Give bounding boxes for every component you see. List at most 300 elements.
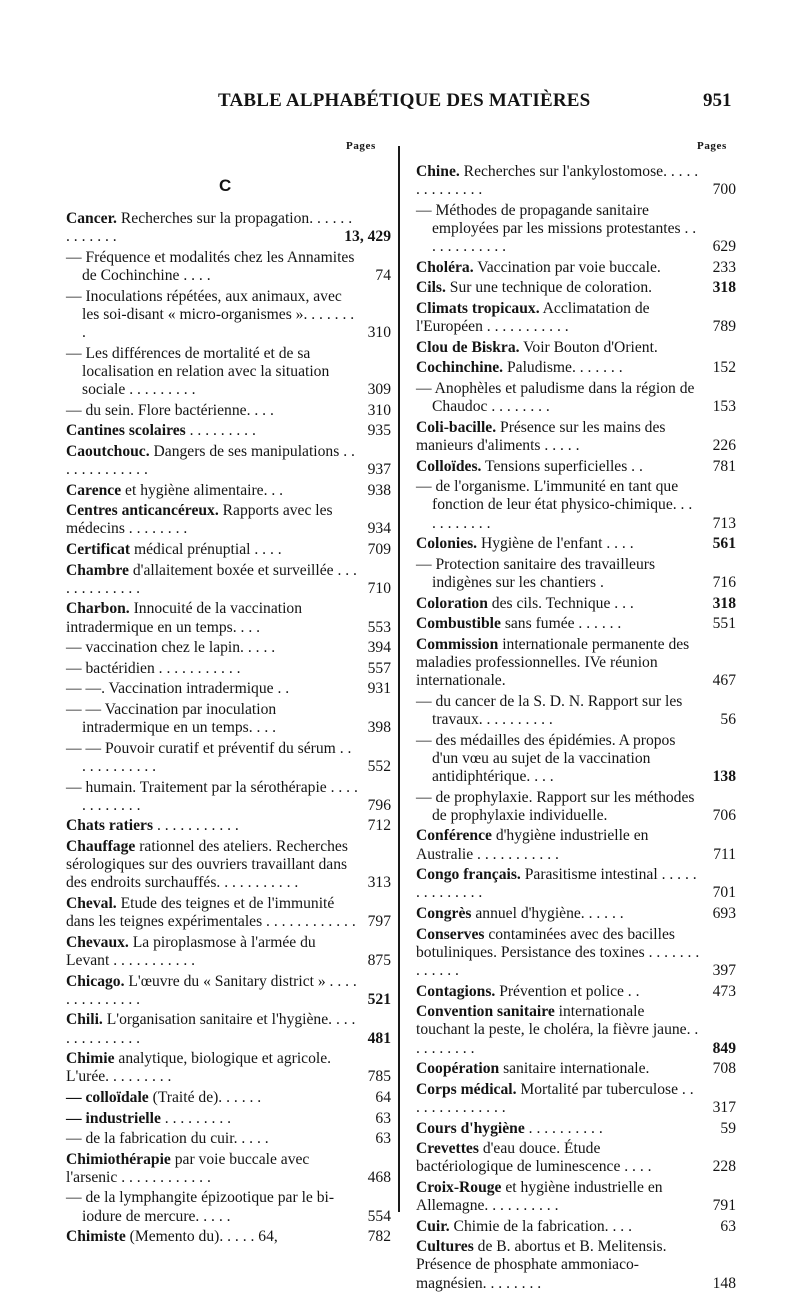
entry-page-number: 138 [712, 767, 736, 785]
entry-text [416, 1120, 603, 1137]
entry-description: Vaccination par voie buccale. [473, 258, 661, 276]
index-entry [416, 1003, 736, 1058]
entry-page-number: 552 [367, 757, 391, 775]
entry-heading: Certificat [66, 540, 131, 558]
index-entry [416, 380, 736, 416]
entry-heading: Conserves [416, 925, 485, 943]
entry-heading: Chats ratiers [66, 817, 154, 835]
entry-description: — bactéridien . . . . . . . . . . . [66, 659, 241, 677]
index-entry [416, 905, 736, 923]
entry-heading: Carence [66, 481, 122, 499]
entry-page-number: 706 [712, 806, 736, 824]
index-entry [66, 660, 391, 678]
entry-page-number: 228 [712, 1158, 736, 1176]
entry-description: Acclimatation de l'Européen . . . . . . . . . . . [416, 299, 650, 336]
entry-text [416, 595, 634, 612]
entry-page-number: 875 [367, 951, 391, 969]
entry-text [416, 1081, 694, 1116]
entry-page-number: 849 [712, 1039, 736, 1057]
entry-heading: Combustible [416, 615, 501, 633]
entry-heading: Coloration [416, 594, 488, 612]
index-entry [66, 422, 391, 440]
entry-text [66, 740, 351, 775]
entry-description: Prévention et police . . [495, 982, 640, 1000]
entry-text [416, 419, 665, 454]
index-entry [416, 478, 736, 533]
entry-text [66, 210, 352, 245]
entry-page-number: 63 [375, 1109, 391, 1127]
entry-page-number: 310 [367, 324, 391, 341]
entry-description: — — Pouvoir curatif et préventif du sérum . . . . . . . . . . . . [66, 739, 352, 775]
entry-description: et hygiène alimentaire. . . [121, 481, 284, 499]
index-entry [416, 279, 736, 297]
index-entry [66, 740, 391, 776]
entry-description: (Traité de). . . . . . [148, 1088, 262, 1106]
index-entry [66, 1228, 391, 1246]
entry-description: Recherches sur l'ankylostomose. . . . . . . . . . . . . . [416, 163, 699, 199]
entry-heading: Chine. [416, 163, 460, 180]
entry-description: de B. abortus et B. Melitensis. Présence de phosphate ammoniaco-magnésien. . . . . . . . [416, 1238, 667, 1292]
entry-text [66, 895, 356, 930]
entry-text [416, 1238, 667, 1291]
entry-page-number: 701 [712, 884, 736, 902]
entry-heading: Cils. [416, 279, 446, 297]
entry-text [416, 1179, 663, 1214]
index-entry [416, 359, 736, 377]
entry-text [66, 1130, 269, 1147]
entry-description: L'œuvre du « Sanitary district » . . . . . . . . . . . . . . [66, 972, 357, 1008]
entry-text [416, 615, 621, 632]
entry-text [416, 1140, 652, 1175]
entry-text [66, 701, 276, 736]
entry-text [66, 249, 354, 284]
entry-text [416, 163, 698, 198]
entry-description: Rapports avec les médecins . . . . . . . . [66, 502, 333, 538]
entry-heading: Chimiste [66, 1228, 126, 1246]
entry-page-number: 59 [720, 1119, 736, 1137]
entry-page-number: 317 [712, 1098, 736, 1116]
entry-heading: Croix-Rouge [416, 1178, 502, 1196]
entry-text [416, 259, 661, 276]
entry-description: — Protection sanitaire des travailleurs indigènes sur les chantiers . [416, 555, 656, 591]
entry-description: . . . . . . . . . . [524, 1119, 603, 1137]
entry-description: . . . . . . . . . . . [153, 817, 239, 835]
entry-description: Présence sur les mains des manieurs d'aliments . . . . . [416, 418, 666, 454]
index-entry [66, 1189, 391, 1225]
entry-page-number: 713 [712, 514, 736, 532]
entry-heading: Clou de Biskra. [416, 338, 520, 356]
entry-text [66, 838, 348, 891]
entry-page-number: 554 [367, 1207, 391, 1225]
entry-text [416, 359, 623, 376]
entry-heading: Chili. [66, 1011, 103, 1029]
entry-text [416, 827, 648, 862]
entry-description: Recherches sur la propagation. . . . . . . . . . . . . [66, 210, 353, 246]
index-entry [416, 163, 736, 199]
entry-heading: Coli-bacille. [416, 418, 497, 436]
entry-page-number: 712 [367, 817, 391, 835]
entry-text [416, 789, 694, 824]
entry-page-number: 708 [712, 1060, 736, 1078]
entry-description: La piroplasmose à l'armée du Levant . . . . . . . . . . . [66, 933, 316, 969]
entry-heading: Chauffage [66, 837, 136, 855]
entry-page-number: 561 [712, 535, 736, 553]
entry-text [416, 279, 652, 296]
index-entry [416, 1120, 736, 1138]
entry-heading: Cantines scolaires [66, 422, 186, 440]
entry-description: des cils. Technique . . . [487, 594, 634, 612]
index-entry [66, 482, 391, 500]
entry-text [416, 458, 643, 475]
entry-description: Paludisme. . . . . . . [503, 359, 623, 377]
entry-page-number: 468 [367, 1168, 391, 1186]
index-entry [66, 895, 391, 931]
index-entry [416, 595, 736, 613]
entry-page-number: 716 [712, 573, 736, 591]
entry-page-number: 318 [712, 594, 736, 612]
entry-page-number: 310 [367, 401, 391, 419]
entry-description: — de l'organisme. L'immunité en tant que fonction de leur état physico-chimique. . . . . . . . . . . [416, 478, 693, 532]
entry-heading: Charbon. [66, 600, 130, 618]
entry-heading: — industrielle [66, 1109, 161, 1127]
index-entry [66, 1011, 391, 1047]
index-entry [66, 443, 391, 479]
entry-description: Hygiène de l'enfant . . . . [477, 535, 634, 553]
entry-page-number: 153 [712, 398, 736, 416]
index-entry [66, 502, 391, 538]
index-entry [66, 934, 391, 970]
index-entry [416, 1140, 736, 1176]
entry-heading: Conférence [416, 827, 492, 845]
entry-page-number: 226 [712, 436, 736, 454]
entry-text [66, 973, 357, 1008]
entry-description: . . . . . . . . . [185, 422, 256, 440]
entry-description: sans fumée . . . . . . [500, 615, 622, 633]
entry-text [416, 693, 682, 728]
entry-page-number: 710 [367, 579, 391, 597]
entry-page-number: 152 [712, 359, 736, 377]
entry-text [416, 926, 699, 979]
entry-heading: Cultures [416, 1238, 474, 1256]
entry-heading: Colloïdes. [416, 457, 482, 475]
entry-description: — —. Vaccination intradermique . . [66, 680, 290, 698]
entry-description: — Anophèles et paludisme dans la région de Chaudoc . . . . . . . . [416, 379, 695, 416]
entry-text [66, 482, 283, 499]
page-title: TABLE ALPHABÉTIQUE DES MATIÈRES [218, 90, 591, 111]
index-entry [416, 636, 736, 691]
entry-page-number: 64 [375, 1088, 391, 1106]
index-entry [416, 615, 736, 633]
entry-description: — humain. Traitement par la sérothérapie . . . . . . . . . . . . [66, 778, 358, 814]
entry-description: — de prophylaxie. Rapport sur les méthodes de prophylaxie individuelle. [416, 788, 695, 824]
index-entry [66, 345, 391, 400]
entry-heading: Corps médical. [416, 1080, 517, 1098]
entry-description: — Fréquence et modalités chez les Annamites de Cochinchine . . . . [66, 248, 355, 284]
entry-page-number: 148 [712, 1274, 736, 1292]
entry-description: — Inoculations répétées, aux animaux, avec les soi-disant « micro-organismes ». . . . . . . . [66, 287, 355, 341]
entry-page-number: 934 [367, 520, 391, 538]
entry-description: d'hygiène industrielle en Australie . . . . . . . . . . . [416, 827, 649, 863]
entry-heading: Choléra. [416, 258, 474, 276]
entry-text [416, 732, 675, 785]
index-entry [66, 288, 391, 343]
entry-text [66, 639, 275, 656]
entry-text [416, 300, 650, 335]
entry-description: — de la lymphangite épizootique par le bi-iodure de mercure. . . . . [66, 1189, 335, 1225]
index-entry [66, 541, 391, 559]
index-entry [416, 556, 736, 592]
index-entry [416, 1081, 736, 1117]
entry-text [416, 339, 658, 356]
entry-heading: — colloïdale [66, 1088, 149, 1106]
entry-heading: Crevettes [416, 1140, 479, 1158]
entry-text [66, 345, 329, 398]
entry-heading: Chambre [66, 561, 129, 579]
entry-description: — Méthodes de propagande sanitaire employées par les missions protestantes . . . . . . . . . . . . [416, 201, 697, 256]
entry-description: — de la fabrication du cuir. . . . . [66, 1130, 269, 1148]
entry-description: et hygiène industrielle en Allemagne. . . . . . . . . . [416, 1178, 663, 1215]
entry-text [66, 1189, 334, 1224]
index-entry [66, 402, 391, 420]
entry-description: médical prénuptial . . . . [130, 540, 282, 558]
entry-description: — vaccination chez le lapin. . . . . [66, 639, 276, 657]
index-entry [416, 339, 736, 357]
entry-page-number: 551 [712, 615, 736, 633]
entry-description: Chimie de la fabrication. . . . [449, 1217, 632, 1235]
entry-text [66, 1011, 355, 1046]
entry-page-number: 938 [367, 481, 391, 499]
entry-text [66, 1151, 309, 1186]
entry-page-number: 693 [712, 904, 736, 922]
entry-heading: Centres anticancéreux. [66, 502, 219, 520]
entry-heading: Chimiothérapie [66, 1150, 171, 1168]
entry-text [66, 934, 316, 969]
index-entry [66, 600, 391, 636]
index-entry [416, 202, 736, 257]
entry-heading: Convention sanitaire [416, 1003, 555, 1021]
section-letter: C [219, 176, 232, 195]
entry-heading: Chevaux. [66, 933, 129, 951]
page-number: 951 [703, 90, 732, 111]
index-entry [416, 866, 736, 902]
index-entry [66, 1110, 391, 1128]
index-entry [416, 983, 736, 1001]
entry-heading: Cheval. [66, 894, 117, 912]
entry-text [66, 779, 358, 814]
entry-page-number: 481 [367, 1029, 391, 1047]
entry-page-number: 931 [367, 680, 391, 698]
entry-text [66, 422, 256, 439]
entry-description: contaminées avec des bacilles botuliniques. Persistance des toxines . . . . . . . . . . . . . [416, 925, 700, 979]
index-entry: — de la fabrication du cuir. . . . . 63 [66, 1130, 391, 1148]
index-entry [66, 1050, 391, 1086]
entry-description: par voie buccale avec l'arsenic . . . . . . . . . . . . [66, 1150, 310, 1186]
entry-heading: Climats tropicaux. [416, 299, 540, 317]
entry-description: Voir Bouton d'Orient. [519, 338, 658, 356]
entry-text [416, 866, 697, 901]
entry-page-number: 233 [712, 258, 736, 276]
entry-page-number: 937 [367, 460, 391, 478]
entry-description: internationale touchant la peste, le choléra, la fièvre jaune. . . . . . . . . . [416, 1003, 699, 1057]
index-entry [416, 259, 736, 277]
entry-heading: Commission [416, 635, 499, 653]
index-entry [416, 732, 736, 787]
entry-text [416, 1218, 632, 1235]
index-entry [66, 680, 391, 698]
entry-description: — Les différences de mortalité et de sa localisation en relation avec la situation sociale . . . . . . . . . [66, 344, 330, 398]
entry-page-number: 796 [367, 796, 391, 814]
entry-heading: Coopération [416, 1060, 500, 1078]
entry-page-number: 473 [712, 982, 736, 1000]
entry-text [66, 443, 355, 478]
entry-page-number: 785 [367, 1068, 391, 1086]
entry-heading: Congo français. [416, 866, 521, 884]
entry-description: . . . . . . . . . [160, 1109, 232, 1127]
entry-page-number: 13, 429 [344, 228, 391, 246]
entry-text [66, 541, 282, 558]
entry-description: — du sein. Flore bactérienne. . . . [66, 401, 274, 419]
entry-description: — — Vaccination par inoculation intradermique en un temps. . . . [66, 700, 277, 737]
index-entry [416, 1060, 736, 1078]
entry-page-number: 553 [367, 618, 391, 636]
index-entry [66, 210, 391, 246]
entry-description: (Memento du). . . . . 64, [125, 1228, 278, 1246]
entry-description: L'organisation sanitaire et l'hygiène. . . . . . . . . . . . . . [66, 1011, 356, 1047]
pages-label-left: Pages [346, 140, 376, 152]
entry-page-number: 782 [367, 1228, 391, 1246]
entry-page-number: 709 [367, 540, 391, 558]
index-entry [66, 973, 391, 1009]
index-entry [66, 562, 391, 598]
entry-page-number: 629 [712, 238, 736, 256]
index-entry [66, 1151, 391, 1187]
index-entry [66, 639, 391, 657]
index-entry [66, 838, 391, 893]
entry-description: Etude des teignes et de l'immunité dans les teignes expérimentales . . . . . . . . . . . . [66, 894, 356, 931]
entry-text [66, 817, 239, 834]
entry-description: internationale permanente des maladies professionnelles. IVe réunion internationale. [416, 635, 690, 690]
entry-page-number: 397 [712, 961, 736, 979]
entry-text [416, 535, 634, 552]
index-column-left [66, 210, 391, 1249]
entry-description: d'allaitement boxée et surveillée . . . . . . . . . . . . . [66, 561, 357, 597]
entry-text [66, 660, 241, 677]
entry-page-number: 398 [367, 719, 391, 737]
entry-page-number: 394 [367, 639, 391, 657]
entry-description: d'eau douce. Étude bactériologique de luminescence . . . . [416, 1140, 652, 1176]
entry-page-number: 557 [367, 659, 391, 677]
entry-heading: Contagions. [416, 982, 496, 1000]
entry-heading: Cancer. [66, 210, 117, 227]
entry-text [416, 905, 624, 922]
entry-description: Parasitisme intestinal . . . . . . . . . . . . . . [416, 866, 697, 902]
entry-text [66, 562, 357, 597]
entry-description: Sur une technique de coloration. [445, 279, 653, 297]
index-entry [66, 779, 391, 815]
entry-description: sanitaire internationale. [499, 1060, 650, 1078]
entry-description: — des médailles des épidémies. A propos d'un vœu au sujet de la vaccination antidiphtérique. . . . [416, 731, 676, 785]
entry-heading: Colonies. [416, 535, 478, 553]
index-entry [416, 789, 736, 825]
index-entry [416, 535, 736, 553]
entry-text [66, 680, 289, 697]
index-entry [66, 701, 391, 737]
entry-description: Tensions superficielles . . [481, 457, 643, 475]
entry-heading: Cuir. [416, 1217, 450, 1235]
entry-page-number: 781 [712, 457, 736, 475]
entry-text [66, 1110, 231, 1127]
column-divider [398, 146, 400, 1212]
entry-text [416, 1003, 698, 1056]
entry-text [416, 983, 640, 1000]
entry-text [66, 1089, 261, 1106]
entry-description: analytique, biologique et agricole. L'urée. . . . . . . . . [66, 1050, 332, 1086]
entry-text [416, 1060, 649, 1077]
entry-text [416, 380, 694, 415]
entry-page-number: 789 [712, 318, 736, 336]
entry-description: rationnel des ateliers. Recherches sérologiques sur des ouvriers travaillant dans des endroits surchauffés. . . . . . . . . . . [66, 837, 348, 892]
entry-heading: Chicago. [66, 972, 125, 990]
entry-page-number: 313 [367, 874, 391, 892]
entry-text [66, 288, 354, 341]
entry-text [66, 600, 302, 635]
entry-page-number: 521 [367, 990, 391, 1008]
entry-description: Dangers de ses manipulations . . . . . . . . . . . . . [66, 442, 355, 478]
entry-text [66, 1228, 278, 1245]
index-entry [416, 458, 736, 476]
entry-page-number: 935 [367, 422, 391, 440]
entry-page-number: 63 [720, 1217, 736, 1235]
entry-description: Innocuité de la vaccination intradermique en un temps. . . . [66, 600, 303, 636]
entry-heading: Cours d'hygiène [416, 1119, 525, 1137]
index-entry: — Fréquence et modalités chez les Annamites de Cochinchine . . . . 74 [66, 248, 391, 284]
entry-heading: Chimie [66, 1050, 115, 1068]
entry-description: — du cancer de la S. D. N. Rapport sur les travaux. . . . . . . . . . [416, 692, 683, 728]
entry-page-number: 309 [367, 381, 391, 398]
entry-text [416, 636, 689, 689]
entry-text [66, 502, 333, 537]
index-entry [66, 817, 391, 835]
entry-page-number: 318 [712, 279, 736, 297]
index-column-right [416, 163, 736, 1295]
index-entry [66, 1089, 391, 1107]
index-entry [416, 1238, 736, 1293]
entry-heading: Caoutchouc. [66, 442, 150, 460]
entry-page-number: 791 [712, 1197, 736, 1215]
entry-page-number: 711 [713, 845, 736, 863]
entry-heading: Congrès [416, 904, 472, 922]
entry-text [416, 556, 655, 591]
index-entry [416, 419, 736, 455]
index-entry: — du cancer de la S. D. N. Rapport sur les travaux. . . . . . . . . . 56 [416, 692, 736, 728]
entry-text [66, 1050, 331, 1085]
entry-description: Mortalité par tuberculose . . . . . . . . . . . . . . [416, 1080, 694, 1116]
index-entry [416, 926, 736, 981]
index-entry [416, 1218, 736, 1236]
entry-page-number: 700 [712, 181, 736, 199]
entry-description: annuel d'hygiène. . . . . . [471, 904, 624, 922]
entry-page-number: 467 [712, 672, 736, 690]
index-entry [416, 300, 736, 336]
pages-label-right: Pages [697, 140, 727, 152]
index-entry [416, 827, 736, 863]
entry-text [416, 202, 696, 255]
entry-text [416, 478, 692, 531]
entry-text [66, 402, 274, 419]
index-entry [416, 1179, 736, 1215]
entry-page-number: 797 [367, 913, 391, 931]
entry-heading: Cochinchine. [416, 359, 504, 377]
